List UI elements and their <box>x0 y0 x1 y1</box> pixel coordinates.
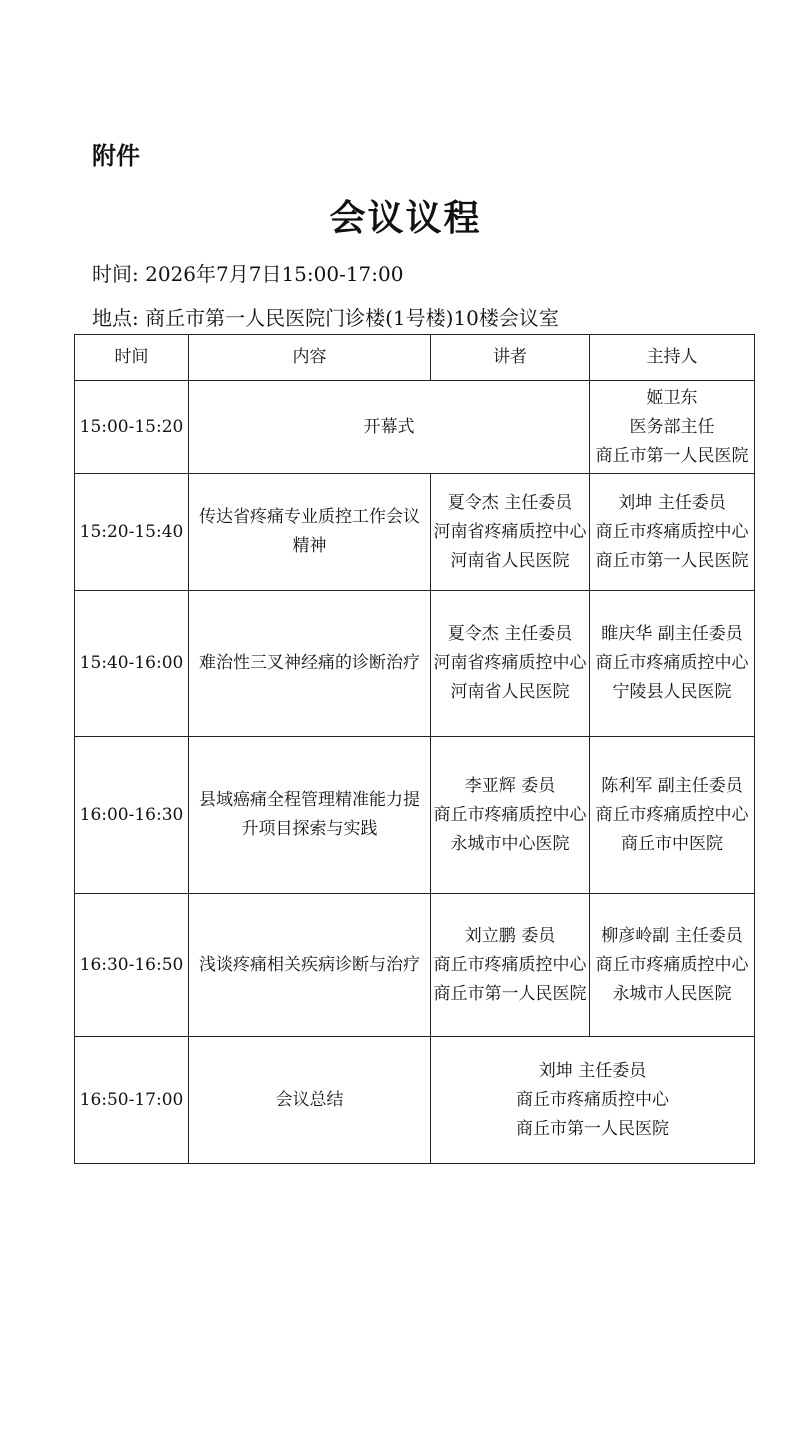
host-org: 商丘市第一人民医院 <box>595 445 749 466</box>
host-name: 姬卫东 <box>646 387 698 408</box>
host-org: 商丘市疼痛质控中心 <box>595 653 749 673</box>
speaker-name: 李亚辉 委员 <box>464 775 556 796</box>
speaker-cell <box>431 591 590 737</box>
speaker-name: 夏令杰 主任委员 <box>447 624 573 644</box>
host-hospital: 永城市人民医院 <box>612 983 732 1004</box>
speaker-hospital: 商丘市第一人民医院 <box>433 983 587 1004</box>
speaker-name: 夏令杰 主任委员 <box>447 492 573 513</box>
table-header-row <box>75 335 755 381</box>
header-time: 时间 <box>75 335 189 381</box>
attachment-label: 附件 <box>92 142 140 170</box>
speaker-org: 商丘市疼痛质控中心 <box>433 804 587 825</box>
host-org: 商丘市疼痛质控中心 <box>595 521 749 542</box>
host-hospital: 宁陵县人民医院 <box>612 682 732 702</box>
host-name: 柳彦岭副 主任委员 <box>601 925 743 946</box>
content-cell: 开幕式 <box>189 381 590 474</box>
table-row <box>75 737 755 894</box>
time-cell: 16:50-17:00 <box>75 1037 189 1164</box>
table-row <box>75 1037 755 1164</box>
meeting-time: 时间: 2026年7月7日15:00-17:00 <box>92 262 404 286</box>
host-org: 商丘市疼痛质控中心 <box>516 1089 669 1110</box>
header-host: 主持人 <box>590 335 755 381</box>
host-cell <box>590 894 755 1037</box>
host-hospital: 商丘市第一人民医院 <box>595 550 749 571</box>
content-cell: 难治性三叉神经痛的诊断治疗 <box>189 591 431 737</box>
time-cell: 16:00-16:30 <box>75 737 189 894</box>
content-cell: 会议总结 <box>189 1037 431 1164</box>
speaker-org: 河南省疼痛质控中心 <box>433 653 587 673</box>
table-row <box>75 894 755 1037</box>
content-cell: 县域癌痛全程管理精准能力提升项目探索与实践 <box>189 737 431 894</box>
host-hospital: 商丘市第一人民医院 <box>516 1118 669 1139</box>
host-hospital: 商丘市中医院 <box>621 833 723 854</box>
speaker-hospital: 河南省人民医院 <box>450 550 570 571</box>
host-cell <box>431 1037 755 1164</box>
host-name: 陈利军 副主任委员 <box>601 775 743 796</box>
host-cell <box>590 474 755 591</box>
speaker-org: 河南省疼痛质控中心 <box>433 521 587 542</box>
header-speaker: 讲者 <box>431 335 590 381</box>
speaker-cell <box>431 474 590 591</box>
host-org: 商丘市疼痛质控中心 <box>595 804 749 825</box>
agenda-table <box>74 334 755 1164</box>
host-name: 刘坤 主任委员 <box>538 1060 647 1081</box>
page-title: 会议议程 <box>329 197 482 239</box>
time-cell: 16:30-16:50 <box>75 894 189 1037</box>
host-cell <box>590 591 755 737</box>
speaker-cell <box>431 737 590 894</box>
time-cell: 15:20-15:40 <box>75 474 189 591</box>
speaker-hospital: 河南省人民医院 <box>450 682 570 702</box>
host-org: 商丘市疼痛质控中心 <box>595 954 749 975</box>
speaker-name: 刘立鹏 委员 <box>464 925 556 946</box>
speaker-hospital: 永城市中心医院 <box>450 833 570 854</box>
host-cell <box>590 737 755 894</box>
host-name: 刘坤 主任委员 <box>618 492 726 513</box>
table-row <box>75 591 755 737</box>
host-title: 医务部主任 <box>629 416 715 437</box>
time-cell: 15:00-15:20 <box>75 381 189 474</box>
host-cell <box>590 381 755 474</box>
content-cell: 浅谈疼痛相关疾病诊断与治疗 <box>189 894 431 1037</box>
table-row <box>75 381 755 474</box>
speaker-cell <box>431 894 590 1037</box>
host-name: 睢庆华 副主任委员 <box>601 624 743 644</box>
content-cell: 传达省疼痛专业质控工作会议精神 <box>189 474 431 591</box>
speaker-org: 商丘市疼痛质控中心 <box>433 954 587 975</box>
meeting-location: 地点: 商丘市第一人民医院门诊楼(1号楼)10楼会议室 <box>92 306 559 330</box>
time-cell: 15:40-16:00 <box>75 591 189 737</box>
table-row <box>75 474 755 591</box>
header-content: 内容 <box>189 335 431 381</box>
